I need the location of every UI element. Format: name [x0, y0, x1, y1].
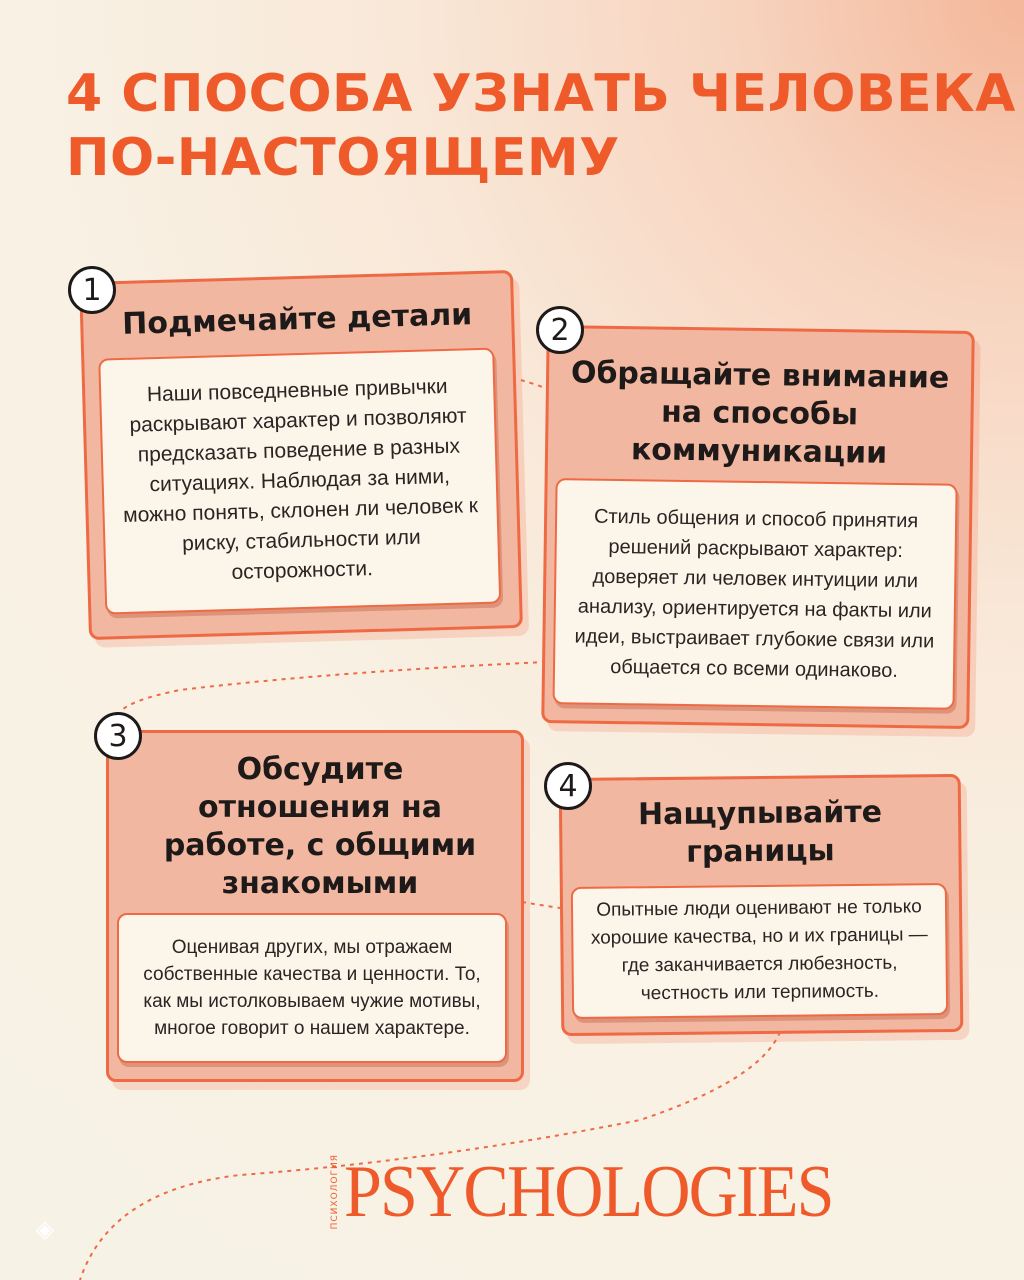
card-4-heading: Нащупывайте границы — [637, 794, 883, 870]
card-4-text — [571, 883, 948, 1019]
logo-side-text: ПСИХОЛОГИЯ — [330, 1154, 340, 1230]
diamond-icon: ◈ — [35, 1215, 55, 1243]
card-1-text — [98, 348, 501, 615]
card-3-heading: Обсудите отношения на работе, с общими знакомыми — [163, 752, 477, 901]
card-1-heading: Подмечайте детали — [121, 297, 473, 342]
connector-1-2 — [512, 378, 545, 388]
card-3 — [106, 730, 524, 1082]
card-3-body: Оценивая других, мы отражаем собственные качества и ценности. То, как мы истолковываем чужие мотивы, многое говорит о нашем характере. — [143, 937, 481, 1039]
card-4 — [559, 774, 964, 1036]
card-2-body: Стиль общения и способ принятия решений раскрывают характер: доверяет ли человек интуиции или анализу, ориентируется на факты или идеи, выстраивает глубокие связи или общается со всеми одинаково. — [574, 505, 935, 682]
page-title-line-2: ПО-НАСТОЯЩЕМУ — [66, 128, 620, 188]
number-badge-3: 3 — [94, 712, 142, 760]
card-2-text — [553, 478, 958, 710]
page-title-line-1: 4 СПОСОБА УЗНАТЬ ЧЕЛОВЕКА — [66, 64, 1016, 124]
connector-2-3 — [120, 662, 546, 712]
card-3-text — [117, 913, 507, 1063]
logo-wordmark: PSYCHOLOGIES — [344, 1150, 833, 1233]
card-1-body: Наши повседневные привычки раскрывают характер и позволяют предсказать поведение в разных ситуациях. Наблюдая за ними, можно понять, склонен ли человек к риску, стабильности или осторожности. — [122, 374, 479, 584]
number-badge-1: 1 — [68, 266, 116, 314]
card-2-heading: Обращайте внимание на способы коммуникации — [570, 355, 950, 471]
card-2 — [541, 325, 975, 729]
number-badge-2: 2 — [536, 306, 584, 354]
card-4-body: Опытные люди оценивают не только хорошие качества, но и их границы — где заканчивается любезность, честность или терпимость. — [590, 896, 928, 1005]
number-badge-4: 4 — [544, 762, 592, 810]
connector-3-4 — [522, 902, 560, 908]
card-1 — [79, 270, 523, 640]
psychologies-logo — [330, 1152, 875, 1232]
